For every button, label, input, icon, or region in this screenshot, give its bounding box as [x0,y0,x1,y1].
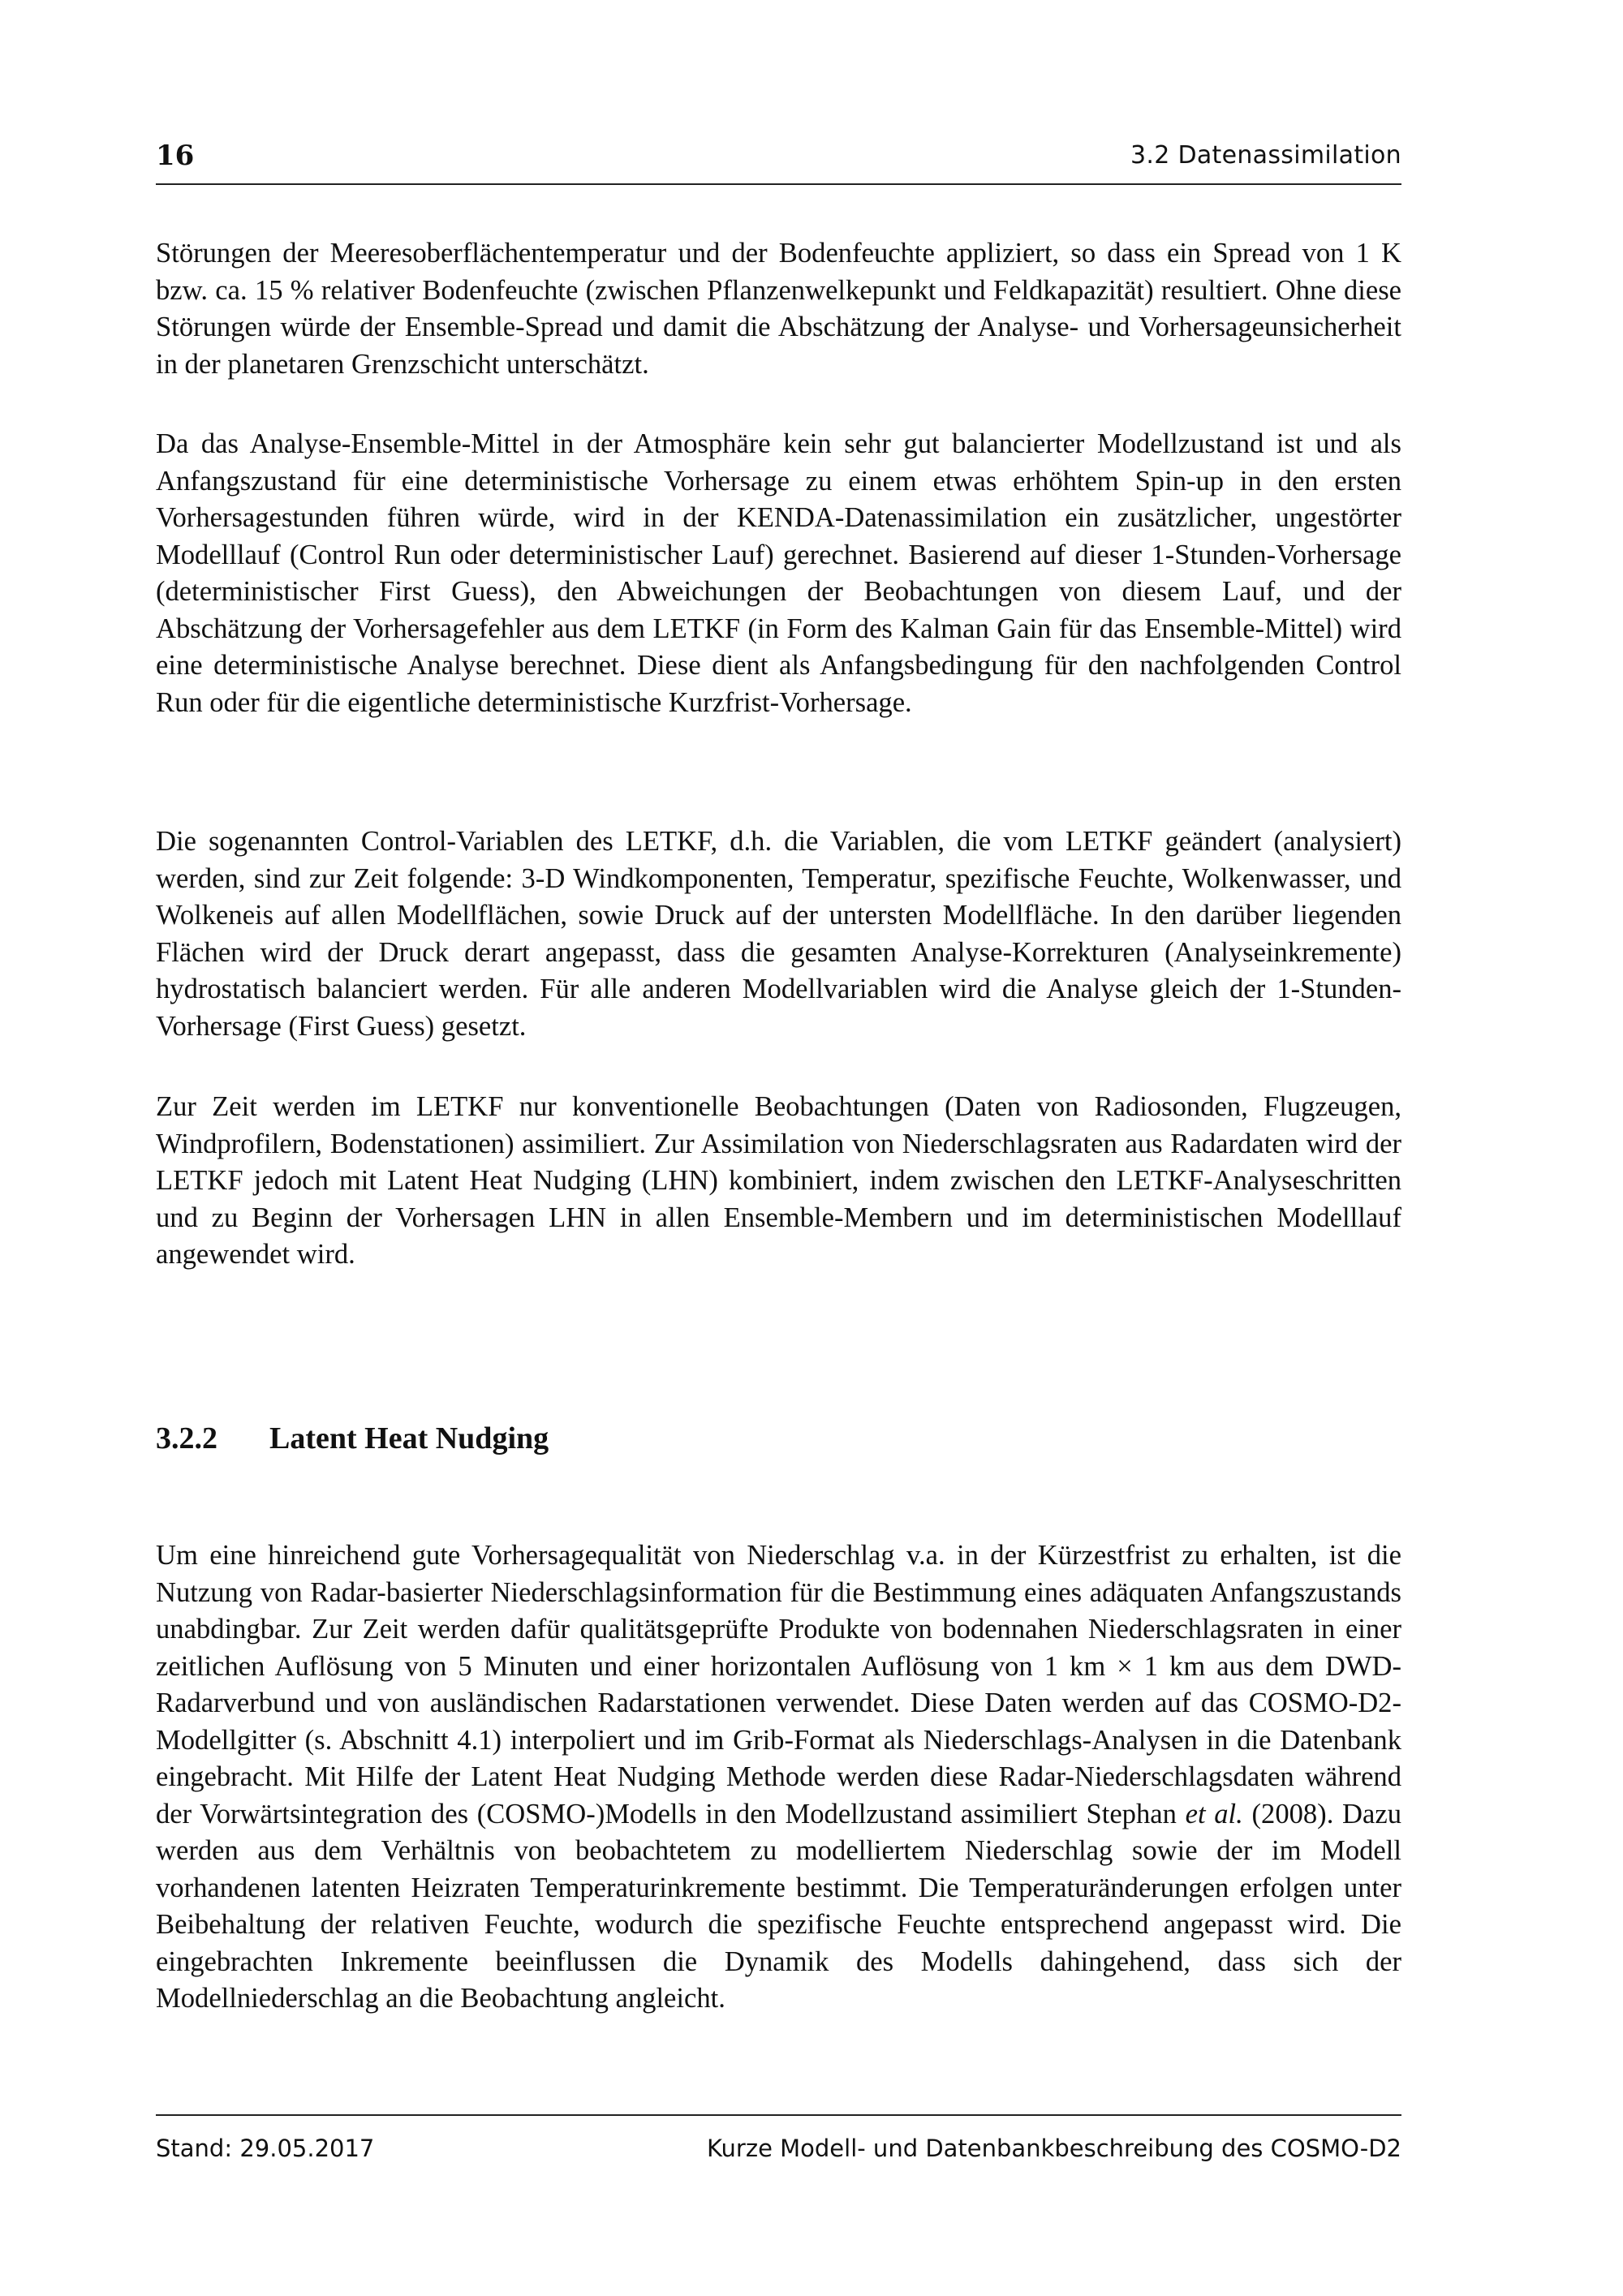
paragraph-text-part: Um eine hinreichend gute Vorhersagequalität von Niederschlag v.a. in der Kürzestfrist zu erhalten, ist die Nutzung von Radar-basierter Niederschlagsinformation für die Bestimmung eines adäquaten Anfangszustands unabdingbar. Zur Zeit werden dafür qualitätsgeprüfte Produkte von bodennahen Niederschlagsraten in einer zeitlichen Auflösung von 5 Minuten und einer horizontalen Auflösung von 1 km × 1 km aus dem DWD-Radarverbund und von ausländischen Radarstationen verwendet. Diese Daten werden auf das COSMO-D2-Modellgitter (s. Abschnitt 4.1) interpoliert und im Grib-Format als Niederschlags-Analysen in die Datenbank eingebracht. Mit Hilfe der Latent Heat Nudging Methode werden diese Radar-Niederschlagsdaten während der Vorwärtsintegration des (COSMO-)Modells in den Modellzustand assimiliert Stephan [156,1540,1401,1829]
section-title: Latent Heat Nudging [269,1421,549,1455]
paragraph-text-part: (2008). Dazu werden aus dem Verhältnis von beobachtetem zu modelliertem Niederschlag sowie der im Modell vorhandenen latenten Heizraten Temperaturinkremente bestimmt. Die Temperaturänderungen erfolgen unter Beibehaltung der relativen Feuchte, wodurch die spezifische Feuchte entsprechend angepasst wird. Die eingebrachten Inkremente beeinflussen die Dynamik des Modells dahingehend, dass sich der Modellniederschlag an die Beobachtung angleicht. [156,1798,1402,2014]
footer-document-title: Kurze Modell- und Datenbankbeschreibung des COSMO-D2 [706,2135,1401,2162]
footer-date: Stand: 29.05.2017 [156,2135,375,2162]
page-header [156,138,1401,185]
section-number: 3.2.2 [156,1421,217,1455]
section-heading [156,1418,549,1459]
paragraph-conventional-observations: Zur Zeit werden im LETKF nur konventionelle Beobachtungen (Daten von Radiosonden, Flugzeugen, Windprofilern, Bodenstationen) assimiliert. Zur Assimilation von Niederschlagsraten aus Radardaten wird der LETKF jedoch mit Latent Heat Nudging (LHN) kombiniert, indem zwischen den LETKF-Analyseschritten und zu Beginn der Vorhersagen LHN in allen Ensemble-Membern und im deterministischen Modelllauf angewendet wird. [156,1091,1401,1270]
citation-et-al: et al. [1185,1798,1243,1829]
paragraph-perturbations: Störungen der Meeresoberflächentemperatur und der Bodenfeuchte appliziert, so dass ein Spread von 1 K bzw. ca. 15 % relativer Bodenfeuchte (zwischen Pflanzenwelkepunkt und Feldkapazität) resultiert. Ohne diese Störungen würde der Ensemble-Spread und damit die Abschätzung der Analyse- und Vorhersageunsicherheit in der planetaren Grenzschicht unterschätzt. [156,238,1401,380]
page-number: 16 [156,140,195,172]
paragraph-control-run: Da das Analyse-Ensemble-Mittel in der Atmosphäre kein sehr gut balancierter Modellzustand ist und als Anfangszustand für eine deterministische Vorhersage zu einem etwas erhöhtem Spin-up in den ersten Vorhersagestunden führen würde, wird in der KENDA-Datenassimilation ein zusätzlicher, ungestörter Modelllauf (Control Run oder deterministischer Lauf) gerechnet. Basierend auf dieser 1-Stunden-Vorhersage (deterministischer First Guess), den Abweichungen der Beobachtungen von diesem Lauf, und der Abschätzung der Vorhersagefehler aus dem LETKF (in Form des Kalman Gain für das Ensemble-Mittel) wird eine deterministische Analyse berechnet. Diese dient als Anfangsbedingung für den nachfolgenden Control Run oder für die eigentliche deterministische Kurzfrist-Vorhersage. [156,428,1401,718]
paragraph-control-variables: Die sogenannten Control-Variablen des LETKF, d.h. die Variablen, die vom LETKF geändert (analysiert) werden, sind zur Zeit folgende: 3-D Windkomponenten, Temperatur, spezifische Feuchte, Wolkenwasser, und Wolkeneis auf allen Modellflächen, sowie Druck auf der untersten Modellfläche. In den darüber liegenden Flächen wird der Druck derart angepasst, dass die gesamten Analyse-Korrekturen (Analyseinkremente) hydrostatisch balanciert werden. Für alle anderen Modellvariablen wird die Analyse gleich der 1-Stunden-Vorhersage (First Guess) gesetzt. [156,826,1401,1042]
paragraph-latent-heat-nudging [156,1537,1401,2018]
page-footer [156,2114,1401,2165]
running-head: 3.2 Datenassimilation [1130,141,1401,170]
